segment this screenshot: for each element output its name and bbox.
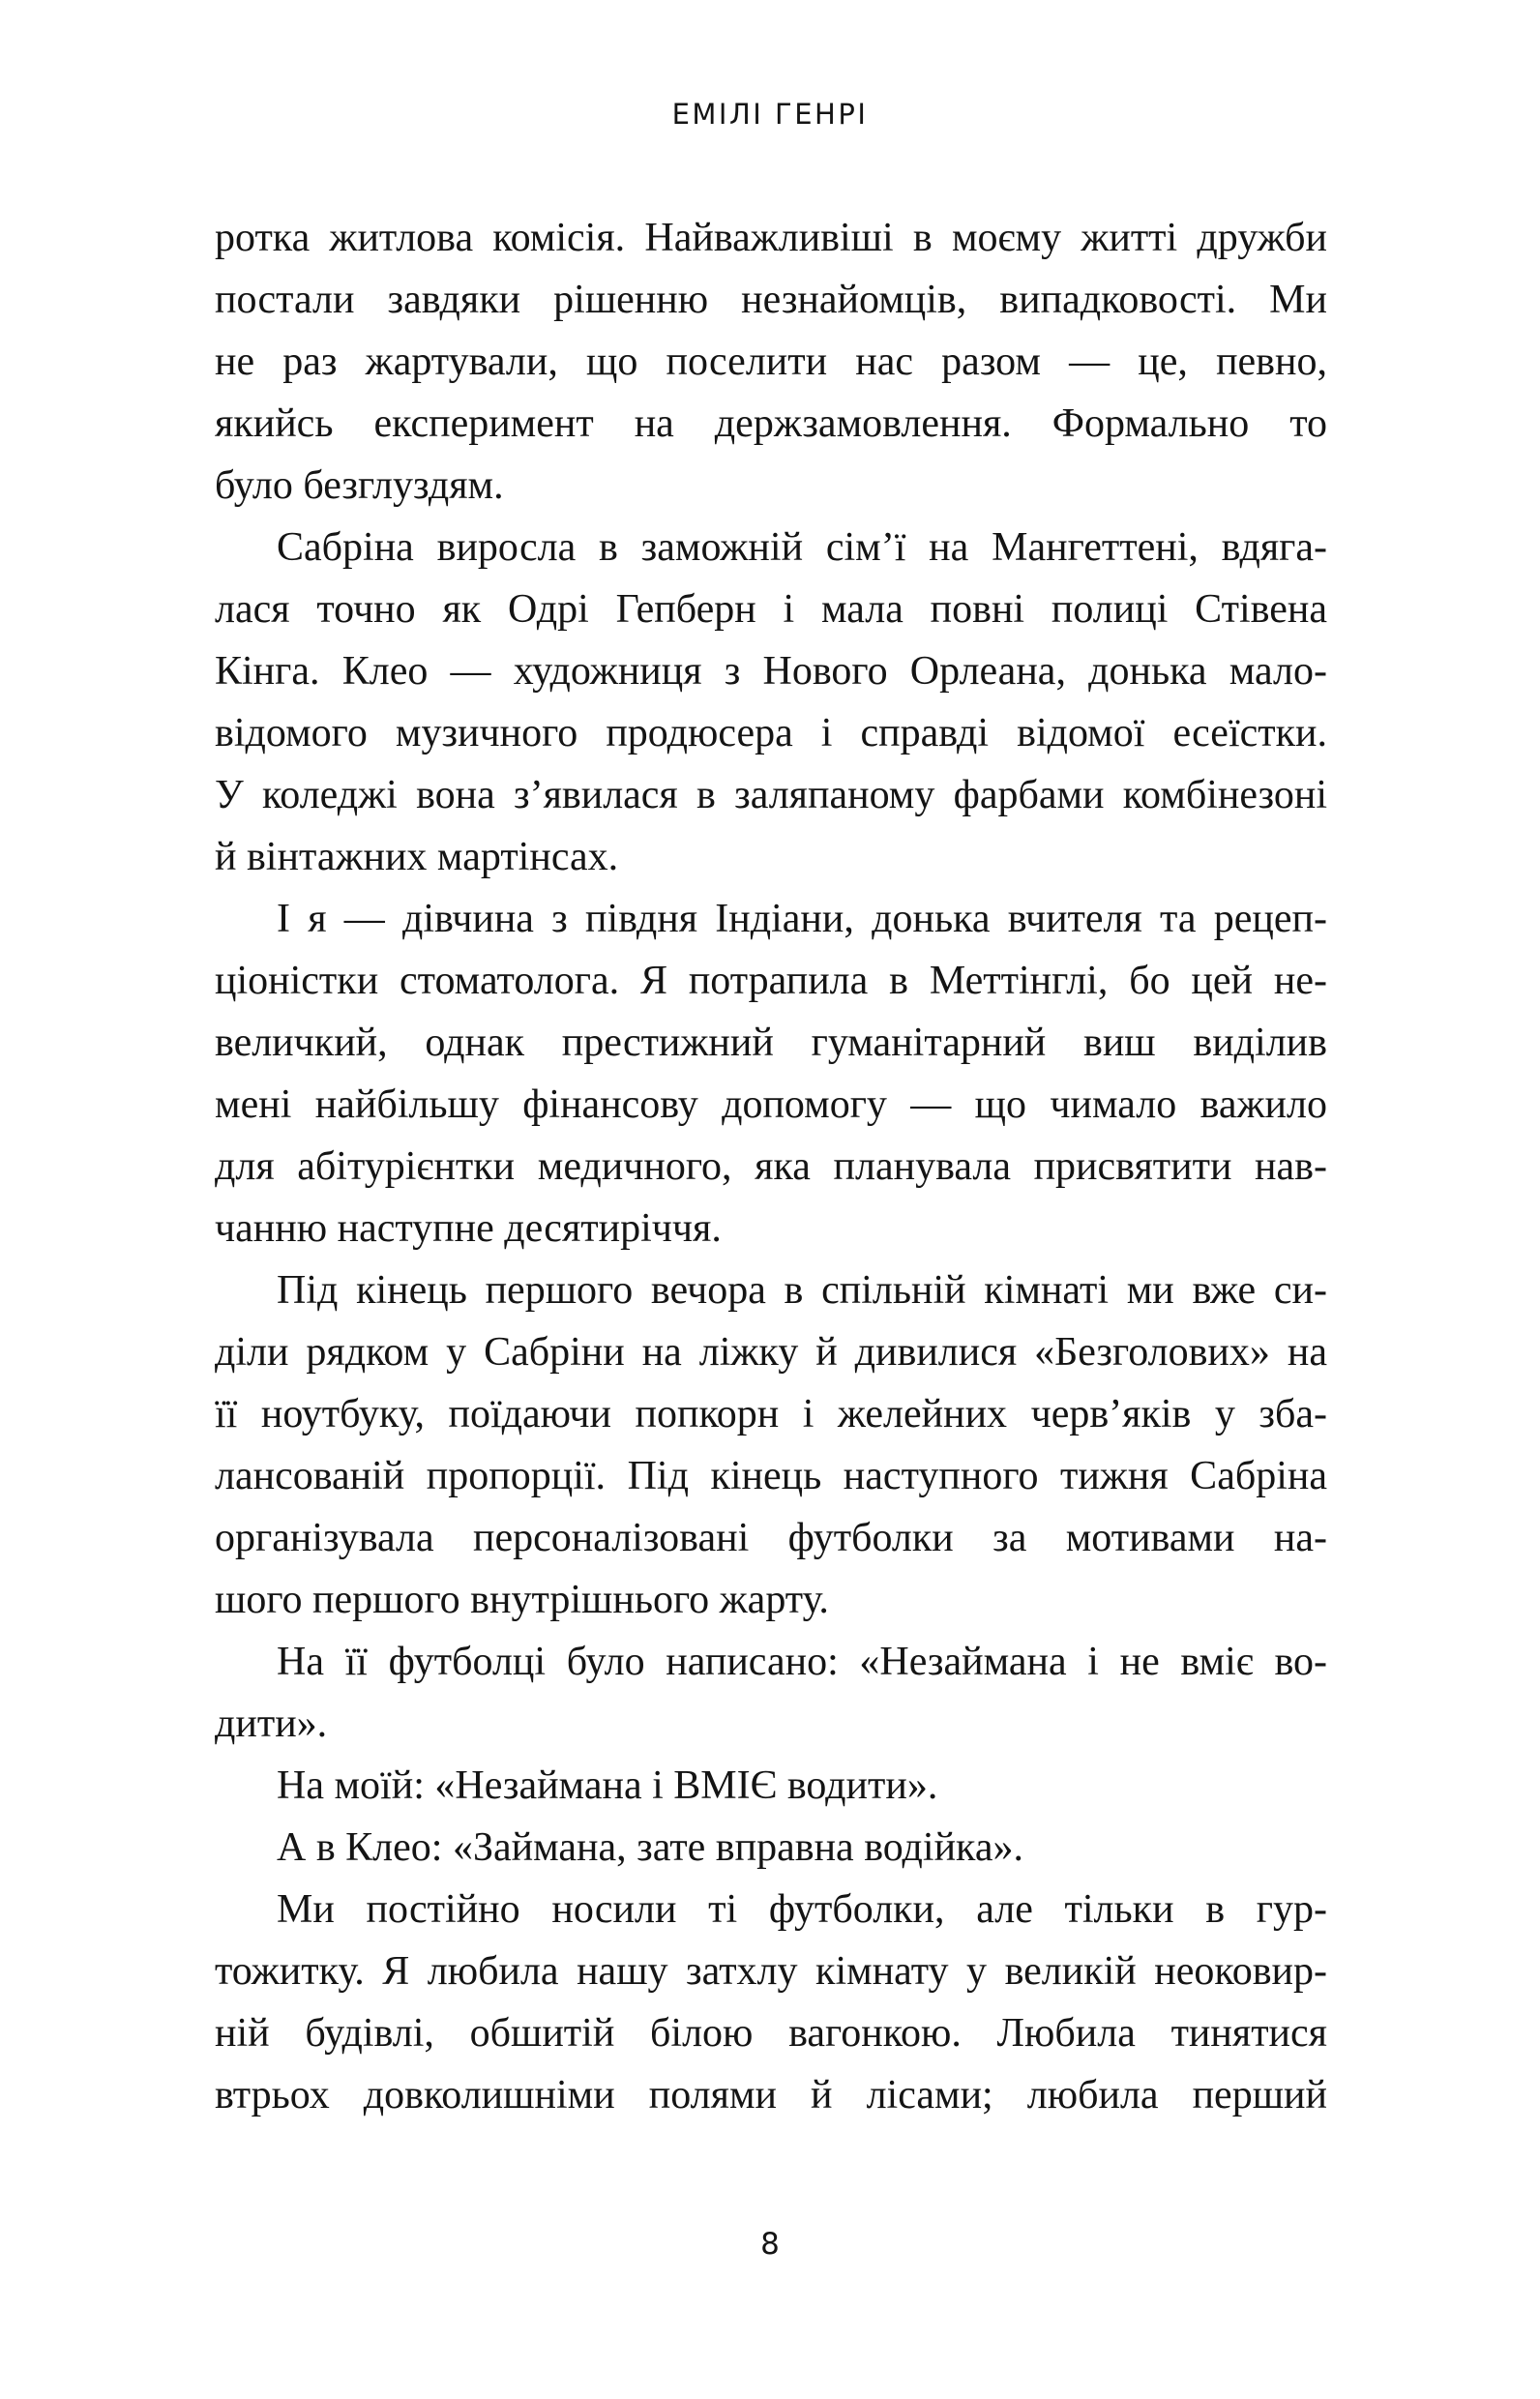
text-line: Кінга. Клео — художниця з Нового Орлеана, донька мало-	[215, 649, 1327, 694]
text-line: постали завдяки рішенню незнайомців, випадковості. Ми	[215, 278, 1327, 322]
text-line: ротка житлова комісія. Найважливіші в моєму житті дружби	[215, 216, 1327, 260]
text-line: Під кінець першого вечора в спільній кімнаті ми вже си-	[277, 1268, 1327, 1313]
text-line: У коледжі вона з’явилася в заляпаному фарбами комбінезоні	[215, 773, 1327, 817]
text-line: було безглуздям.	[215, 463, 504, 508]
text-line: чанню наступне десятиріччя.	[215, 1206, 722, 1251]
text-line: ціоністки стоматолога. Я потрапила в Меттінглі, бо цей не-	[215, 959, 1327, 1003]
text-line: організувала персоналізовані футболки за мотивами на-	[215, 1516, 1327, 1560]
text-line: величкий, однак престижний гуманітарний виш виділив	[215, 1021, 1327, 1065]
text-line: лансованій пропорції. Під кінець наступного тижня Сабріна	[215, 1454, 1327, 1498]
text-line: її ноутбуку, поїдаючи попкорн і желейних черв’яків у зба-	[215, 1392, 1327, 1436]
text-line: І я — дівчина з півдня Індіани, донька вчителя та рецеп-	[277, 897, 1327, 941]
text-line: дити».	[215, 1702, 328, 1746]
text-line: й вінтажних мартінсах.	[215, 835, 619, 879]
book-text	[215, 207, 1327, 2126]
text-line: не раз жартували, що поселити нас разом — це, певно,	[215, 340, 1327, 384]
text-line: А в Клео: «Займана, зате вправна водійка».	[277, 1825, 1023, 1870]
text-line: Ми постійно носили ті футболки, але тільки в гур-	[277, 1887, 1327, 1932]
text-line: мені найбільшу фінансову допомогу — що чимало важило	[215, 1082, 1327, 1127]
text-line: діли рядком у Сабріни на ліжку й дивилися «Безголових» на	[215, 1330, 1327, 1375]
text-line: ній будівлі, обшитій білою вагонкою. Любила тинятися	[215, 2011, 1327, 2056]
text-line: шого першого внутрішнього жарту.	[215, 1578, 829, 1622]
text-line: втрьох довколишніми полями й лісами; любила перший	[215, 2073, 1327, 2118]
text-line: На її футболці було написано: «Незаймана і не вміє во-	[277, 1640, 1327, 1684]
text-line: тожитку. Я любила нашу затхлу кімнату у великій неоковир-	[215, 1949, 1327, 1994]
text-line: лася точно як Одрі Гепберн і мала повні полиці Стівена	[215, 587, 1327, 632]
page-number: 8	[760, 2227, 780, 2262]
text-line: якийсь експеримент на держзамовлення. Формально то	[215, 401, 1327, 446]
text-line: Сабріна виросла в заможній сім’ї на Мангеттені, вдяга-	[277, 525, 1327, 570]
text-line: На моїй: «Незаймана і ВМІЄ водити».	[277, 1763, 938, 1808]
text-line: відомого музичного продюсера і справді відомої есеїстки.	[215, 711, 1327, 755]
text-line: для абітурієнтки медичного, яка планувала присвятити нав-	[215, 1144, 1327, 1189]
running-header: ЕМІЛІ ГЕНРІ	[671, 98, 869, 131]
